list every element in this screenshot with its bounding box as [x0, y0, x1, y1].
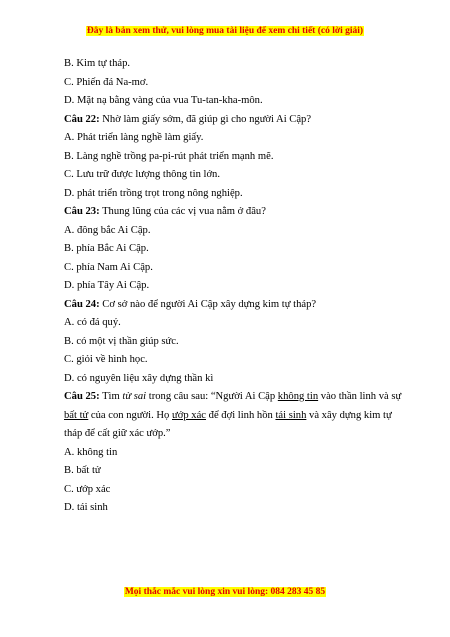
- question-24: [64, 296, 404, 315]
- q23-option-d: D. phía Tây Ai Cập.: [64, 280, 150, 291]
- q21-option-c: C. Phiến đá Na-mơ.: [64, 76, 149, 88]
- q21-option-d: D. Mặt nạ bằng vàng của vua Tu-tan-kha-môn.: [64, 95, 263, 106]
- q22-option-d: D. phát triển trồng trọt trong nông nghiệp.: [64, 187, 243, 199]
- q25-label: Câu 25:: [64, 391, 100, 402]
- q25-underlined-3: ướp xác: [172, 409, 206, 421]
- contact-notice: [0, 587, 450, 597]
- q25-underlined-1: không tin: [277, 391, 319, 402]
- preview-notice: [0, 26, 450, 36]
- q22-option-a: A. Phát triển làng nghề làm giấy.: [64, 132, 204, 143]
- q25-option-d: D. tái sinh: [64, 502, 108, 513]
- q24-text: Cơ sở nào để người Ai Cập xây dựng kim tự tháp?: [99, 298, 317, 310]
- q23-text: Thung lũng của các vị vua nằm ở đâu?: [99, 206, 266, 217]
- q25-option-b: B. bất tử: [64, 465, 101, 476]
- q24-option-b: B. có một vị thần giúp sức.: [64, 335, 179, 347]
- q23-option-c: C. phía Nam Ai Cập.: [64, 261, 153, 273]
- q25-text-f: và xây dựng kim tự tháp để cất giữ xác ướp.”: [64, 409, 392, 439]
- q25-option-c: C. ướp xác: [64, 483, 111, 495]
- q22-text: Nhờ làm giấy sớm, đã giúp gì cho người Ai Cập?: [99, 113, 312, 125]
- q21-option-b: B. Kim tự tháp.: [64, 58, 131, 69]
- q25-text-c: vào thần linh và sự: [318, 391, 402, 402]
- q25-text-e: để đợi linh hồn: [206, 409, 276, 421]
- q25-text-a: Tìm: [99, 391, 123, 402]
- q24-option-c: C. giỏi về hình học.: [64, 354, 148, 365]
- q22-option-c: C. Lưu trữ được lượng thông tin lớn.: [64, 169, 221, 180]
- q23-option-b: B. phía Bắc Ai Cập.: [64, 243, 149, 254]
- preview-notice-text: Đây là bản xem thử, vui lòng mua tài liệu để xem chi tiết (có lời giải): [86, 26, 364, 36]
- q25-option-a: A. không tin: [64, 446, 118, 458]
- q25-text-b: trong câu sau: “Người Ai Cập: [146, 391, 278, 402]
- q25-text-d: của con người. Họ: [88, 409, 172, 421]
- q25-underlined-2: bất tử: [64, 409, 89, 421]
- q25-underlined-4: tái sinh: [275, 409, 307, 421]
- question-25: [64, 388, 404, 444]
- question-23: [64, 203, 404, 222]
- contact-notice-text: Mọi thắc mắc vui lòng xin vui lòng: 084 283 45 85: [124, 587, 326, 597]
- q22-option-b: B. Làng nghề trồng pa-pi-rút phát triển mạnh mẽ.: [64, 150, 274, 162]
- q23-option-a: A. đông bắc Ai Cập.: [64, 224, 151, 236]
- q22-label: Câu 22:: [64, 113, 100, 125]
- question-22: [64, 111, 404, 130]
- q24-option-a: A. có đá quý.: [64, 317, 121, 328]
- q24-label: Câu 24:: [64, 298, 100, 310]
- q23-label: Câu 23:: [64, 206, 100, 217]
- q24-option-d: D. có nguyên liệu xây dựng thần kì: [64, 372, 214, 384]
- question-content: [64, 55, 404, 518]
- q25-text-italic: từ sai: [122, 391, 147, 402]
